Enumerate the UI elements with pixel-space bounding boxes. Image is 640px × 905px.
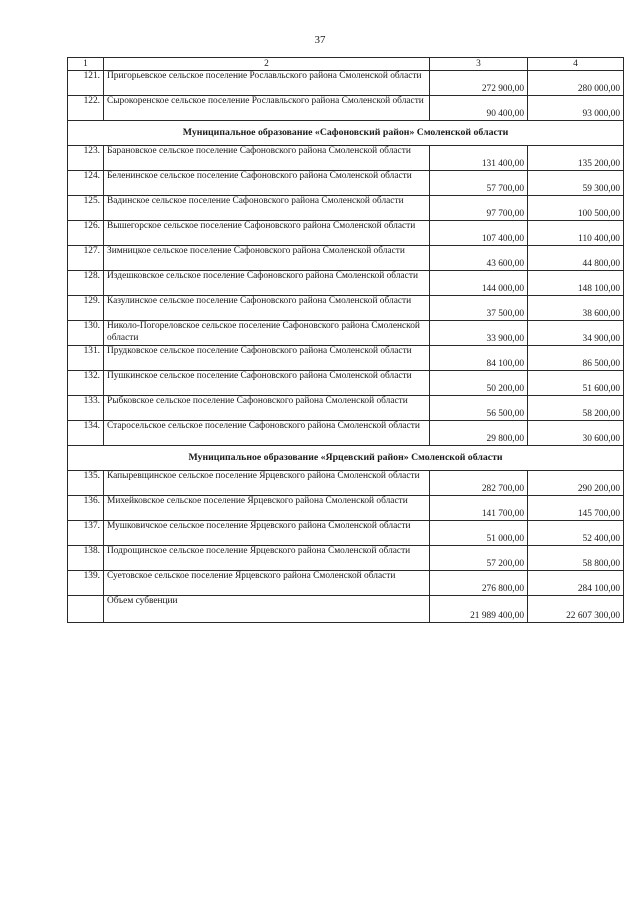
section-title: Муниципальное образование «Ярцевский район» Смоленской области — [68, 446, 624, 471]
table-row — [68, 221, 624, 246]
section-header-row — [68, 121, 624, 146]
table-row — [68, 71, 624, 96]
amount-column-4: 135 200,00 — [528, 146, 624, 171]
column-header-4: 4 — [528, 58, 624, 71]
amount-column-4: 30 600,00 — [528, 421, 624, 446]
amount-column-3: 57 700,00 — [430, 171, 528, 196]
row-number: 128. — [68, 271, 104, 296]
total-row — [68, 596, 624, 623]
settlement-name: Прудковское сельское поселение Сафоновского района Смоленской области — [104, 346, 430, 371]
amount-column-3: 56 500,00 — [430, 396, 528, 421]
amount-column-3: 43 600,00 — [430, 246, 528, 271]
settlement-name: Подрощинское сельское поселение Ярцевского района Смоленской области — [104, 546, 430, 571]
row-number: 136. — [68, 496, 104, 521]
amount-column-4: 38 600,00 — [528, 296, 624, 321]
amount-column-4: 86 500,00 — [528, 346, 624, 371]
row-number: 132. — [68, 371, 104, 396]
row-number: 125. — [68, 196, 104, 221]
settlement-name: Вышегорское сельское поселение Сафоновского района Смоленской области — [104, 221, 430, 246]
amount-column-3: 51 000,00 — [430, 521, 528, 546]
amount-column-4: 148 100,00 — [528, 271, 624, 296]
total-column-3: 21 989 400,00 — [430, 596, 528, 623]
row-number: 129. — [68, 296, 104, 321]
total-label: Объем субвенции — [104, 596, 430, 623]
row-number: 135. — [68, 471, 104, 496]
row-number: 124. — [68, 171, 104, 196]
settlement-name: Издешковское сельское поселение Сафоновского района Смоленской области — [104, 271, 430, 296]
row-number: 134. — [68, 421, 104, 446]
amount-column-3: 57 200,00 — [430, 546, 528, 571]
section-header-row — [68, 446, 624, 471]
table-row — [68, 271, 624, 296]
settlement-name: Мушковичское сельское поселение Ярцевского района Смоленской области — [104, 521, 430, 546]
column-header-2: 2 — [104, 58, 430, 71]
amount-column-3: 33 900,00 — [430, 321, 528, 346]
total-column-4: 22 607 300,00 — [528, 596, 624, 623]
table-row — [68, 321, 624, 346]
row-number: 138. — [68, 546, 104, 571]
settlement-name: Суетовское сельское поселение Ярцевского района Смоленской области — [104, 571, 430, 596]
amount-column-3: 131 400,00 — [430, 146, 528, 171]
total-empty-cell — [68, 596, 104, 623]
table-row — [68, 246, 624, 271]
column-number-row — [68, 58, 624, 71]
section-title: Муниципальное образование «Сафоновский район» Смоленской области — [68, 121, 624, 146]
amount-column-3: 84 100,00 — [430, 346, 528, 371]
amount-column-4: 51 600,00 — [528, 371, 624, 396]
amount-column-3: 37 500,00 — [430, 296, 528, 321]
page-number: 37 — [314, 34, 326, 46]
table-row — [68, 496, 624, 521]
settlement-name: Николо-Погореловское сельское поселение Сафоновского района Смоленской области — [104, 321, 430, 346]
row-number: 121. — [68, 71, 104, 96]
table-row — [68, 521, 624, 546]
row-number: 137. — [68, 521, 104, 546]
amount-column-4: 44 800,00 — [528, 246, 624, 271]
table-row — [68, 296, 624, 321]
amount-column-3: 276 800,00 — [430, 571, 528, 596]
table-row — [68, 471, 624, 496]
amount-column-3: 144 000,00 — [430, 271, 528, 296]
row-number: 127. — [68, 246, 104, 271]
table-row — [68, 396, 624, 421]
table-row — [68, 421, 624, 446]
row-number: 139. — [68, 571, 104, 596]
amount-column-3: 97 700,00 — [430, 196, 528, 221]
row-number: 123. — [68, 146, 104, 171]
amount-column-3: 50 200,00 — [430, 371, 528, 396]
table-row — [68, 346, 624, 371]
table-row — [68, 371, 624, 396]
amount-column-4: 58 800,00 — [528, 546, 624, 571]
settlement-name: Капыревщинское сельское поселение Ярцевского района Смоленской области — [104, 471, 430, 496]
table-row — [68, 546, 624, 571]
amount-column-3: 282 700,00 — [430, 471, 528, 496]
settlement-name: Зимницкое сельское поселение Сафоновского района Смоленской области — [104, 246, 430, 271]
table-row — [68, 196, 624, 221]
amount-column-4: 290 200,00 — [528, 471, 624, 496]
amount-column-3: 141 700,00 — [430, 496, 528, 521]
settlement-name: Барановское сельское поселение Сафоновского района Смоленской области — [104, 146, 430, 171]
row-number: 126. — [68, 221, 104, 246]
amount-column-4: 110 400,00 — [528, 221, 624, 246]
amount-column-4: 280 000,00 — [528, 71, 624, 96]
settlement-name: Беленинское сельское поселение Сафоновского района Смоленской области — [104, 171, 430, 196]
amount-column-4: 34 900,00 — [528, 321, 624, 346]
column-header-1: 1 — [68, 58, 104, 71]
table-row — [68, 146, 624, 171]
table-row — [68, 571, 624, 596]
settlement-name: Казулинское сельское поселение Сафоновского района Смоленской области — [104, 296, 430, 321]
amount-column-4: 52 400,00 — [528, 521, 624, 546]
amount-column-4: 145 700,00 — [528, 496, 624, 521]
settlement-name: Вадинское сельское поселение Сафоновского района Смоленской области — [104, 196, 430, 221]
settlement-name: Пушкинское сельское поселение Сафоновского района Смоленской области — [104, 371, 430, 396]
settlement-name: Сырокоренское сельское поселение Рославльского района Смоленской области — [104, 96, 430, 121]
row-number: 130. — [68, 321, 104, 346]
settlement-name: Михейковское сельское поселение Ярцевского района Смоленской области — [104, 496, 430, 521]
amount-column-3: 272 900,00 — [430, 71, 528, 96]
amount-column-4: 284 100,00 — [528, 571, 624, 596]
amount-column-4: 58 200,00 — [528, 396, 624, 421]
amount-column-4: 100 500,00 — [528, 196, 624, 221]
amount-column-3: 29 800,00 — [430, 421, 528, 446]
settlement-name: Пригорьевское сельское поселение Рославльского района Смоленской области — [104, 71, 430, 96]
subsidy-table-body — [68, 58, 624, 623]
settlement-name: Старосельское сельское поселение Сафоновского района Смоленской области — [104, 421, 430, 446]
subsidy-table — [67, 57, 624, 623]
table-row — [68, 171, 624, 196]
settlement-name: Рыбковское сельское поселение Сафоновского района Смоленской области — [104, 396, 430, 421]
row-number: 122. — [68, 96, 104, 121]
column-header-3: 3 — [430, 58, 528, 71]
table-row — [68, 96, 624, 121]
amount-column-4: 59 300,00 — [528, 171, 624, 196]
row-number: 133. — [68, 396, 104, 421]
amount-column-3: 107 400,00 — [430, 221, 528, 246]
amount-column-4: 93 000,00 — [528, 96, 624, 121]
amount-column-3: 90 400,00 — [430, 96, 528, 121]
row-number: 131. — [68, 346, 104, 371]
